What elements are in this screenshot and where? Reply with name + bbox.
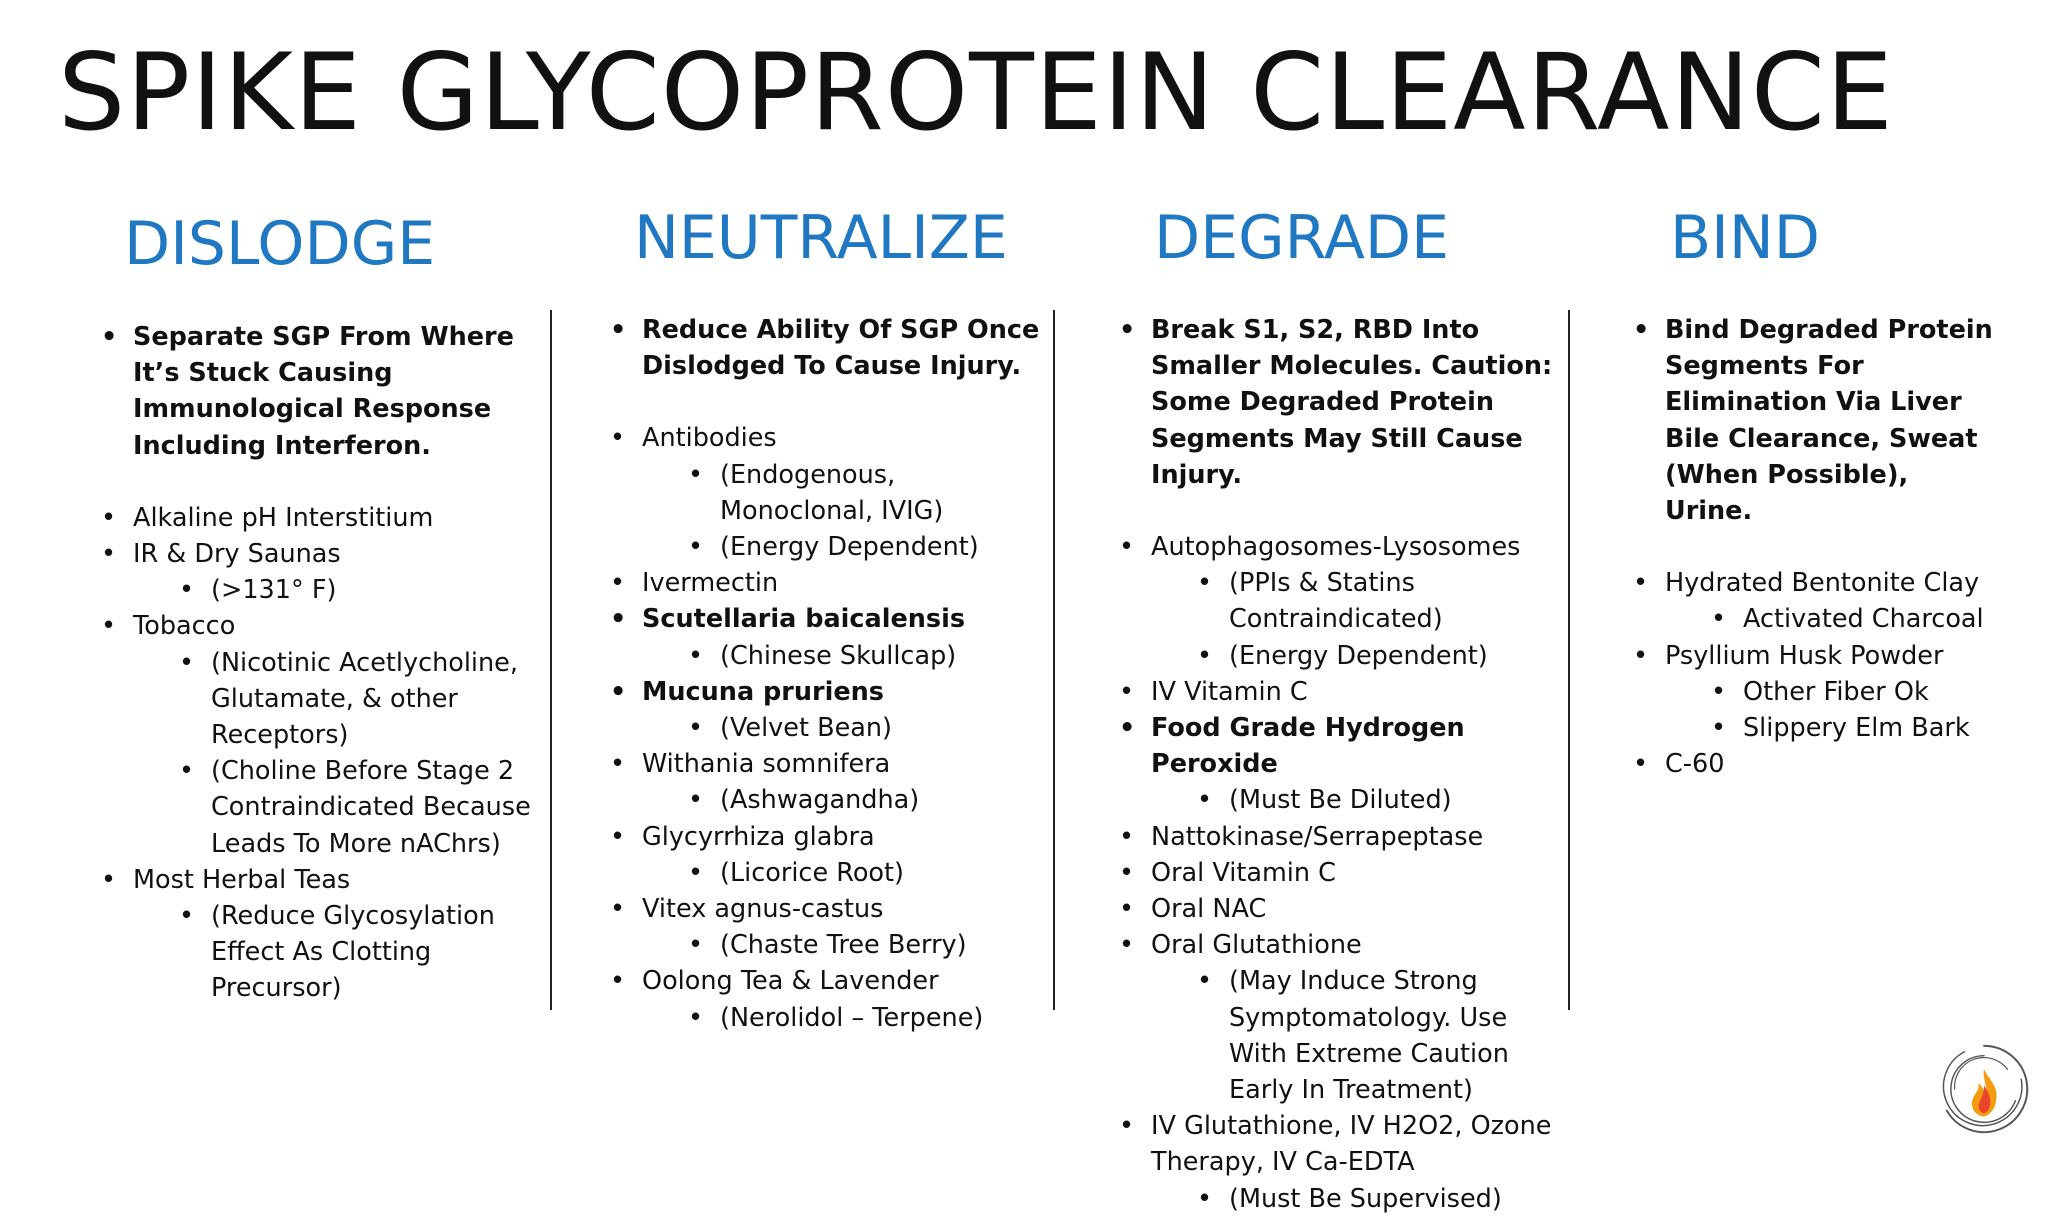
list-subitem: • (Reduce Glycosylation Effect As Clotting Precursor) (211, 898, 533, 1007)
list-subitem: • (Choline Before Stage 2 Contraindicated Because Leads To More nAChrs) (211, 753, 533, 862)
list-subitem: • (Energy Dependent) (1229, 638, 1571, 674)
list-item: • Break S1, S2, RBD Into Smaller Molecules. Caution: Some Degraded Protein Segments May Still Cause Injury. (1151, 312, 1571, 493)
list-item: • C-60 (1665, 746, 1995, 782)
list-item: • Withania somnifera (642, 746, 1042, 782)
list-item: • Scutellaria baicalensis (642, 601, 1042, 637)
list-item: • IV Glutathione, IV H2O2, Ozone Therapy, IV Ca-EDTA (1151, 1108, 1571, 1180)
list-subitem: • (Energy Dependent) (720, 529, 1042, 565)
heading-neutralize: NEUTRALIZE (634, 203, 1008, 273)
list-subitem: • (>131° F) (211, 572, 533, 608)
heading-dislodge: DISLODGE (124, 209, 436, 279)
list-item: • Oral Glutathione (1151, 927, 1571, 963)
list-item: • Nattokinase/Serrapeptase (1151, 819, 1571, 855)
list-item: • Hydrated Bentonite Clay (1665, 565, 1995, 601)
list-subitem: • Activated Charcoal (1743, 601, 1995, 637)
list-subitem: • (Must Be Supervised) (1229, 1181, 1571, 1217)
heading-bind: BIND (1670, 203, 1820, 273)
list-subitem: • (Must Be Diluted) (1229, 782, 1571, 818)
list-subitem: • (Chinese Skullcap) (720, 638, 1042, 674)
list-item: • Autophagosomes-Lysosomes (1151, 529, 1571, 565)
list-subitem: • (Nerolidol – Terpene) (720, 1000, 1042, 1036)
list-item: • Reduce Ability Of SGP Once Dislodged To Cause Injury. (642, 312, 1042, 384)
list-item: • Most Herbal Teas (133, 862, 533, 898)
heading-degrade: DEGRADE (1154, 203, 1450, 273)
list-item: • Antibodies (642, 420, 1042, 456)
flame-swirl-logo (1935, 1040, 2033, 1138)
neutralize-list (642, 312, 1042, 1036)
list-item: • Oral Vitamin C (1151, 855, 1571, 891)
list-item: • Bind Degraded Protein Segments For Elimination Via Liver Bile Clearance, Sweat (When Possible), Urine. (1665, 312, 1995, 529)
list-item: • Psyllium Husk Powder (1665, 638, 1995, 674)
list-item: • Oral NAC (1151, 891, 1571, 927)
degrade-list (1151, 312, 1571, 1217)
dislodge-list (133, 319, 533, 1007)
list-item: • Food Grade Hydrogen Peroxide (1151, 710, 1571, 782)
list-item: • IV Vitamin C (1151, 674, 1571, 710)
list-item: • IR & Dry Saunas (133, 536, 533, 572)
list-subitem: • (PPIs & Statins Contraindicated) (1229, 565, 1571, 637)
list-item: • Ivermectin (642, 565, 1042, 601)
list-item: • Oolong Tea & Lavender (642, 963, 1042, 999)
list-subitem: • (Licorice Root) (720, 855, 1042, 891)
list-subitem: • (Chaste Tree Berry) (720, 927, 1042, 963)
list-subitem: • (Ashwagandha) (720, 782, 1042, 818)
list-subitem: • Slippery Elm Bark (1743, 710, 1995, 746)
list-item: • Vitex agnus-castus (642, 891, 1042, 927)
list-subitem: • (May Induce Strong Symptomatology. Use With Extreme Caution Early In Treatment) (1229, 963, 1571, 1108)
list-item: • Separate SGP From Where It’s Stuck Causing Immunological Response Including Interferon. (133, 319, 533, 464)
list-item: • Tobacco (133, 608, 533, 644)
list-item: • Alkaline pH Interstitium (133, 500, 533, 536)
column-divider (550, 310, 552, 1010)
column-divider (1053, 310, 1055, 1010)
slide-title: SPIKE GLYCOPROTEIN CLEARANCE (58, 31, 1894, 154)
list-item: • Glycyrrhiza glabra (642, 819, 1042, 855)
list-subitem: • (Endogenous, Monoclonal, IVIG) (720, 457, 1042, 529)
list-item: • Mucuna pruriens (642, 674, 1042, 710)
list-subitem: • Other Fiber Ok (1743, 674, 1995, 710)
list-subitem: • (Nicotinic Acetlycholine, Glutamate, & other Receptors) (211, 645, 533, 754)
list-subitem: • (Velvet Bean) (720, 710, 1042, 746)
bind-list (1665, 312, 1995, 782)
